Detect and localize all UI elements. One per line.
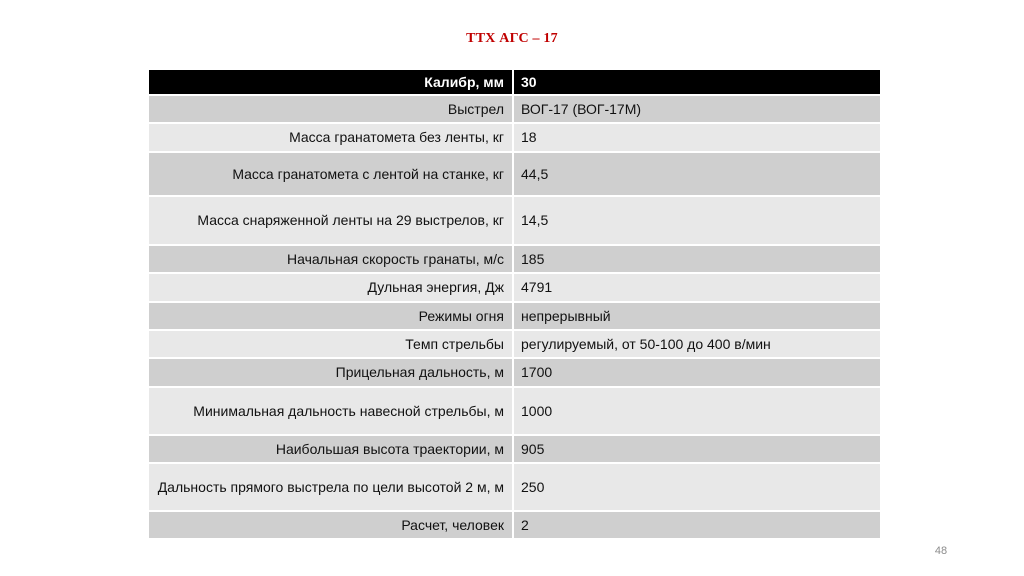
param-cell: Масса гранатомета с лентой на станке, кг [149,152,513,196]
table-row [149,245,880,273]
param-cell: Расчет, человек [149,511,513,539]
table-row [149,95,880,123]
param-cell: Минимальная дальность навесной стрельбы, м [149,387,513,435]
page-number: 48 [934,545,948,557]
table-row [149,358,880,387]
param-cell: Прицельная дальность, м [149,358,513,387]
specs-table [149,70,880,540]
param-cell: Наибольшая высота траектории, м [149,435,513,463]
param-cell: Начальная скорость гранаты, м/с [149,245,513,273]
value-cell: 44,5 [513,152,880,196]
param-cell: Дальность прямого выстрела по цели высотой 2 м, м [149,463,513,511]
value-cell: 905 [513,435,880,463]
table-header-row [149,70,880,95]
table-row [149,196,880,245]
value-cell: 18 [513,123,880,152]
table-row [149,387,880,435]
table-row [149,152,880,196]
table-row [149,302,880,330]
param-cell: Масса гранатомета без ленты, кг [149,123,513,152]
table-row [149,511,880,539]
header-param-cell: Калибр, мм [149,70,513,95]
value-cell: 2 [513,511,880,539]
slide-title: ТТХ АГС – 17 [466,31,558,46]
table-row [149,330,880,358]
value-cell: непрерывный [513,302,880,330]
param-cell: Режимы огня [149,302,513,330]
param-cell: Дульная энергия, Дж [149,273,513,302]
value-cell: 1700 [513,358,880,387]
value-cell: 250 [513,463,880,511]
value-cell: 4791 [513,273,880,302]
value-cell: 1000 [513,387,880,435]
value-cell: регулируемый, от 50-100 до 400 в/мин [513,330,880,358]
table-row [149,463,880,511]
table-row [149,435,880,463]
table-row [149,273,880,302]
header-value-cell: 30 [513,70,880,95]
table-row [149,123,880,152]
param-cell: Выстрел [149,95,513,123]
value-cell: 14,5 [513,196,880,245]
value-cell: 185 [513,245,880,273]
param-cell: Темп стрельбы [149,330,513,358]
value-cell: ВОГ-17 (ВОГ-17М) [513,95,880,123]
param-cell: Масса снаряженной ленты на 29 выстрелов, кг [149,196,513,245]
